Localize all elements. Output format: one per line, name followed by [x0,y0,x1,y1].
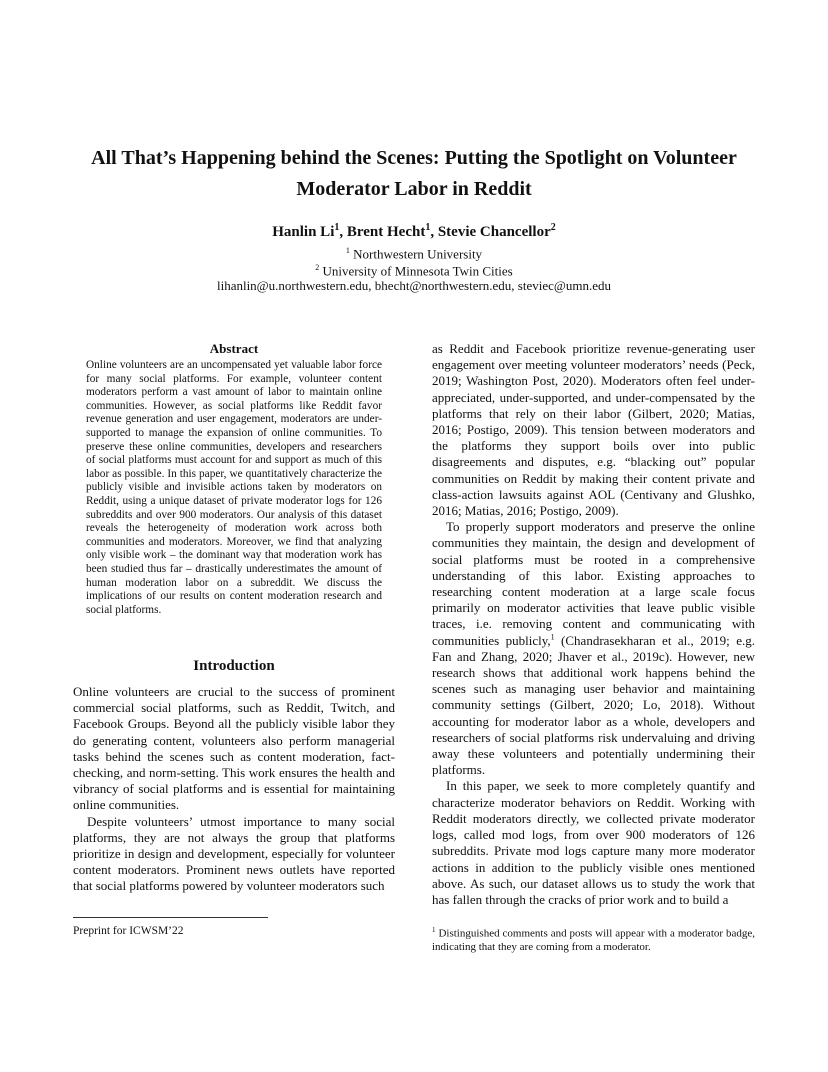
intro-paragraph-3 [432,519,755,778]
intro-paragraph-3-part-b: (Chandrasekharan et al., 2019; e.g. Fan and Zhang, 2020; Jhaver et al., 2019c). However, new research shows that additional work happens behind the scenes such as managing user behavior and maintaining community settings (Gilbert, 2020; Lo, 2018). Without accounting for moderator labor as a whole, developers and researchers of social platforms risk undervaluing and driving away these volunteers and potentially undermining their platforms. [432,632,755,778]
intro-paragraph-3-part-a: To properly support moderators and preserve the online communities they maintain, the design and development of social platforms must be rooted in a comprehensive understanding of this labor. Existing approaches to researching content moderation at a large scale focus primarily on moderator activities that leave public visible traces, i.e. removing content and communicating with communities publicly, [432,519,755,648]
intro-paragraph-2: Despite volunteers’ utmost importance to many social platforms, they are not always the group that platforms prioritize in design and development, especially for volunteer content moderators. Prominent news outlets have reported that social platforms powered by volunteer moderators such [73,813,395,894]
affiliation-name: Northwestern University [353,246,483,262]
author-affiliation-mark: 2 [550,222,556,233]
intro-paragraph-2-continued: as Reddit and Facebook prioritize revenue-generating user engagement over meeting volunteer moderators’ needs (Peck, 2019; Washington Post, 2020). Moderators often feel under-appreciated, under-supported, and under-compensated by the platforms that rely on their labor (Gilbert, 2020; Matias, 2016; Postigo, 2009). This tension between moderators and the platforms they support boils over into public disagreements and disputes, e.g. “blacking out” popular communities on Reddit by making their content private and class-action lawsuits against AOL (Centivany and Glushko, 2016; Matias, 2016; Postigo, 2009). [432,341,755,519]
right-column-text [432,341,755,908]
author-list [60,218,768,242]
footnote-reference[interactable]: 1 [550,632,555,642]
introduction-heading: Introduction [193,658,275,674]
footnote-text: Distinguished comments and posts will appear with a moderator badge, indicating that they are coming from a moderator. [432,927,756,954]
intro-paragraph-4: In this paper, we seek to more completely quantify and characterize moderator behaviors on Reddit. Working with Reddit moderators directly, we collected private moderator logs, called mod logs, from over 900 moderators of 126 subreddits. Private mod logs capture many more moderator actions in addition to the publicly visible ones mentioned above. As such, our dataset allows us to study the work that has fallen through the cracks of prior work and to build a [432,778,755,907]
author-affiliation-mark: 1 [334,222,340,233]
author-name: Brent Hecht [346,224,426,240]
author-name: Hanlin Li [272,224,335,240]
author-emails: lihanlin@u.northwestern.edu, bhecht@northwestern.edu, steviec@umn.edu [216,278,612,293]
affiliation-name: University of Minnesota Twin Cities [322,263,513,279]
intro-paragraph-1: Online volunteers are crucial to the success of prominent commercial social platforms, such as Reddit, Twitch, and Facebook Groups. Beyond all the publicly visible labor they do generating content, volunteers also perform managerial tasks behind the scenes such as content moderation, fact-checking, and norm-setting. This work ensures the health and vibrancy of social platforms and is essential for maintaining online communities. [73,684,395,813]
left-column-text [73,684,395,895]
abstract-heading: Abstract [209,341,259,356]
affiliation-mark: 1 [345,246,350,255]
author-affiliation-mark: 1 [425,222,431,233]
author-name: Stevie Chancellor [437,224,551,240]
affiliation-mark: 2 [315,263,320,272]
author-separator: , [339,224,347,240]
footnote-mark: 1 [432,926,436,934]
abstract-body: Online volunteers are an uncompensated yet valuable labor force for many social platforms. For example, volunteer content moderators perform a vast amount of labor to maintain online communities. However, as social platforms like Reddit favor revenue generation and user engagement, moderators are under-supported to manage the expansion of online communities. To preserve these online communities, developers and researchers of social platforms must account for and support as much of this labor as possible. In this paper, we quantitatively characterize the publicly visible and invisible actions taken by moderators on Reddit, using a unique dataset of private moderator logs for 126 subreddits and over 900 moderators. Our analysis of this dataset reveals the heterogeneity of moderation work across both communities and moderators. Moreover, we find that analyzing only visible work – the dominant way that moderation work has been studied thus far – drastically underestimates the amount of human moderation labor on a subreddit. We discuss the implications of our results on content moderation research and social platforms. [86,359,382,616]
footnote-rule [73,917,268,918]
preprint-note: Preprint for ICWSM’22 [73,925,184,937]
paper-title: All That’s Happening behind the Scenes: Putting the Spotlight on Volunteer Moderator Labor in Reddit [91,147,737,200]
footnote [432,924,755,954]
author-separator: , [430,224,438,240]
